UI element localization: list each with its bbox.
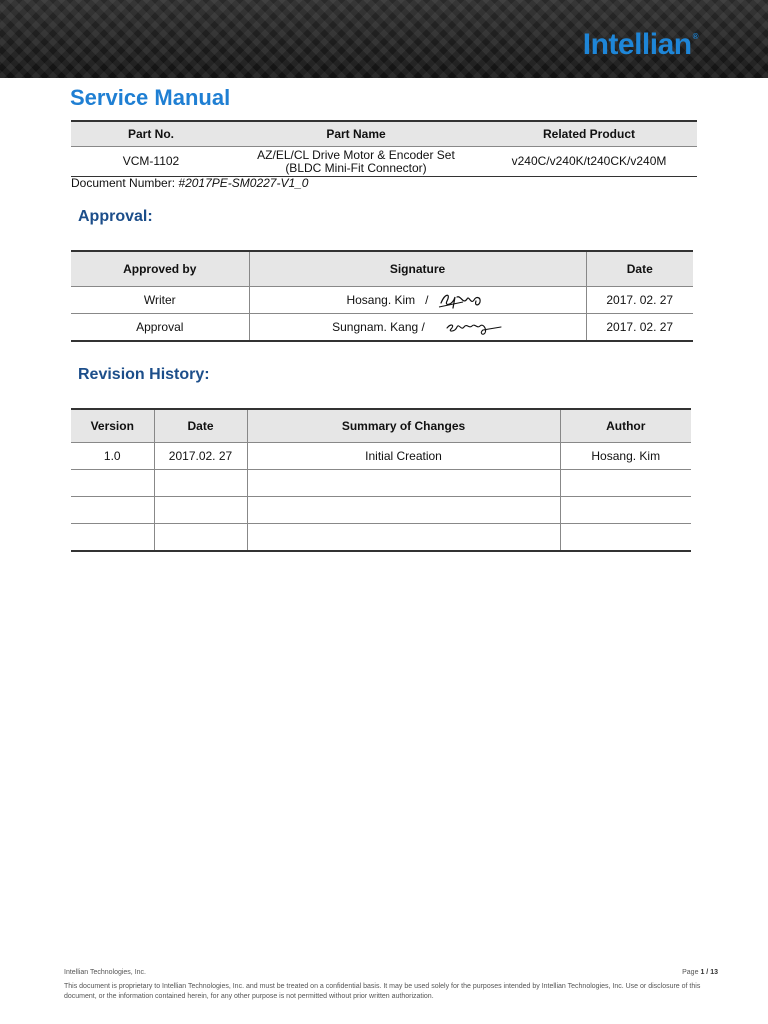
table-row <box>71 443 691 470</box>
part-no-cell: VCM-1102 <box>71 147 231 177</box>
table-row <box>71 314 693 342</box>
header-approved-by: Approved by <box>71 251 249 287</box>
approval-table-header <box>71 251 693 287</box>
handwritten-signature-icon <box>443 317 503 337</box>
header-part-no: Part No. <box>71 121 231 147</box>
revision-author: Hosang. Kim <box>560 443 691 470</box>
revision-date: 2017.02. 27 <box>154 443 247 470</box>
part-table-header <box>71 121 697 147</box>
signature-separator: / <box>425 293 429 307</box>
part-table-row <box>71 147 697 177</box>
table-row <box>71 470 691 497</box>
related-product-cell: v240C/v240K/t240CK/v240M <box>481 147 697 177</box>
signer-name: Hosang. Kim <box>346 293 416 307</box>
page-title: Service Manual <box>70 85 231 110</box>
approval-role: Writer <box>71 287 249 314</box>
revision-history-table <box>71 408 691 552</box>
approval-role: Approval <box>71 314 249 342</box>
document-number <box>71 176 308 190</box>
part-name-line2: (BLDC Mini-Fit Connector) <box>285 160 427 175</box>
table-row <box>71 524 691 552</box>
header-banner <box>0 0 768 78</box>
header-related-product: Related Product <box>481 121 697 147</box>
revision-table-header <box>71 409 691 443</box>
header-version: Version <box>71 409 154 443</box>
header-author: Author <box>560 409 691 443</box>
approval-table <box>71 250 693 342</box>
page-number: Page 1 / 13 <box>682 969 718 976</box>
revision-version: 1.0 <box>71 443 154 470</box>
intellian-logo: Intellian® <box>582 28 698 61</box>
part-name-line1: AZ/EL/CL Drive Motor & Encoder Set <box>257 147 455 162</box>
header-signature: Signature <box>249 251 586 287</box>
confidentiality-notice: This document is proprietary to Intellian Technologies, Inc. and must be treated on a confidential basis. It may be used solely for the purposes intended by Intellian Technologies, Inc. Use or disclosure of this document, or the information contained herein, for any other purpose is not permitted without prior written authorization. <box>64 983 701 1000</box>
approval-date: 2017. 02. 27 <box>586 287 693 314</box>
footer-company: Intellian Technologies, Inc. <box>64 969 146 976</box>
document-number-label: Document Number: <box>71 176 176 190</box>
header-date: Date <box>154 409 247 443</box>
table-row <box>71 287 693 314</box>
approval-heading: Approval: <box>78 208 153 225</box>
header-date: Date <box>586 251 693 287</box>
handwritten-signature-icon <box>437 289 489 311</box>
signature-cell <box>249 287 586 314</box>
signer-name: Sungnam. Kang / <box>332 320 425 334</box>
revision-history-heading: Revision History: <box>78 366 210 383</box>
header-part-name: Part Name <box>231 121 481 147</box>
table-row <box>71 497 691 524</box>
header-summary: Summary of Changes <box>247 409 560 443</box>
part-info-table <box>71 120 697 177</box>
part-name-cell <box>231 147 481 177</box>
document-number-value: #2017PE-SM0227-V1_0 <box>178 176 309 190</box>
revision-summary: Initial Creation <box>247 443 560 470</box>
signature-cell <box>249 314 586 342</box>
page-footer <box>64 968 718 1002</box>
approval-date: 2017. 02. 27 <box>586 314 693 342</box>
